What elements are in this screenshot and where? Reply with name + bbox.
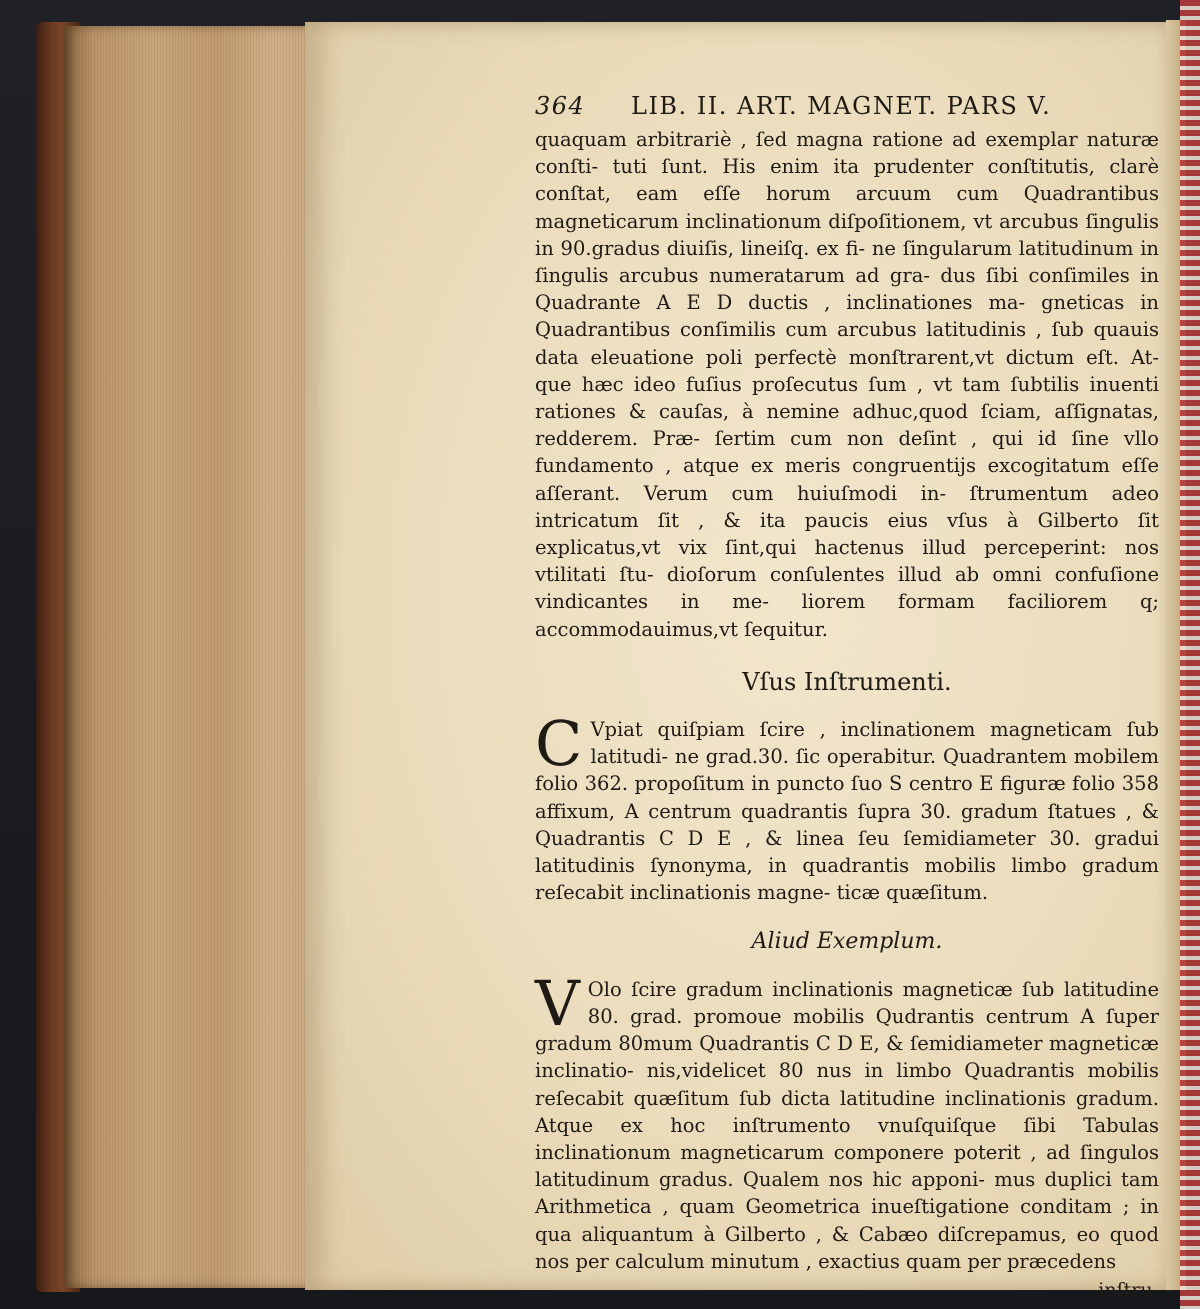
- bookmark-ribbon: [1180, 0, 1200, 1309]
- catchword: inſtru-: [1098, 1278, 1159, 1301]
- paragraph-3-text: Olo ſcire gradum inclinationis magneticæ ſub latitudine 80. grad. promoue mobilis Qudrantis centrum A ſuper gradum 80mum Quadrantis C D E, & ſemidiameter magneticæ inclinatio- nis,videlicet 80 nus in limbo Quadrantis mobilis reſecabit quæſitum ſub dicta latitudine inclinationis gradum. Atque ex hoc inſtrumento vnuſquiſque ſibi Tabulas inclinationum magneticarum componere poterit , ad ſingulos latitudinum gradus. Qualem nos hic apponi- mus duplici tam Arithmetica , quam Geometrica inueſtigatione conditam ; in qua aliquantum à Gilberto , & Cabæo diſcrepamus, eo quod nos per calculum minutum , exactius quam per præcedens: [535, 977, 1159, 1273]
- paragraph-3: [535, 966, 1159, 1275]
- page-text: [535, 92, 1159, 1304]
- section-title-usus: Vſus Inſtrumenti.: [742, 667, 952, 696]
- drop-cap-c: C: [535, 707, 583, 781]
- page-edges: [64, 26, 314, 1288]
- drop-cap-v: V: [535, 966, 580, 1040]
- section-title-aliud: Aliud Exemplum.: [751, 929, 943, 955]
- body-text: [535, 126, 1159, 1304]
- book-page: [305, 22, 1173, 1301]
- paragraph-2-text: Vpiat quiſpiam ſcire , inclinationem magneticam ſub latitudi- ne grad.30. ſic operabitur. Quadrantem mobilem folio 362. propoſitum in puncto ſuo S centro E figuræ folio 358 affixum, A centrum quadrantis ſupra 30. gradum ſtatues , & Quadrantis C D E , & linea ſeu ſemidiameter 30. gradui latitudinis ſynonyma, in quadrantis mobilis limbo gradum reſecabit inclinationis magne- ticæ quæſitum.: [535, 718, 1159, 905]
- paragraph-2: [535, 707, 1159, 906]
- running-head-title: LIB. II. ART. MAGNET. PARS V.: [631, 92, 1052, 120]
- paragraph-1: quaquam arbitrariè , ſed magna ratione ad exemplar naturæ conſti- tuti ſunt. His enim ita prudenter conſtitutis, clarè conſtat, eam eſſe horum arcuum cum Quadrantibus magneticarum inclinationum diſpoſitionem, vt arcubus ſingulis in 90.gradus diuiſis, lineiſq. ex fi- ne ſingularum latitudinum in ſingulis arcubus numeratarum ad gra- dus ſibi conſimiles in Quadrante A E D ductis , inclinationes ma- gneticas in Quadrantibus conſimilis cum arcubus latitudinis , ſub quauis data eleuatione poli perfectè monſtrarent,vt dictum eſt. At- que hæc ideo fuſius proſecutus ſum , vt tam ſubtilis inuenti rationes & cauſas, à nemine adhuc,quod ſciam, aſſignatas, redderem. Præ- ſertim cum non deſint , qui id ſine vllo fundamento , atque ex meris congruentijs excogitatum eſſe aſſerant. Verum cum huiuſmodi in- ſtrumentum adeo intricatum ſit , & ita paucis eius vſus à Gilberto ſit explicatus,vt vix ſint,qui hactenus illud perceperint: nos vtilitati ſtu- dioſorum conſulentes illud ab omni confuſione vindicantes in me- liorem formam faciliorem q; accommodauimus,vt ſequitur.: [535, 128, 1159, 641]
- page-number: 364: [535, 92, 586, 120]
- running-head: [535, 92, 1159, 126]
